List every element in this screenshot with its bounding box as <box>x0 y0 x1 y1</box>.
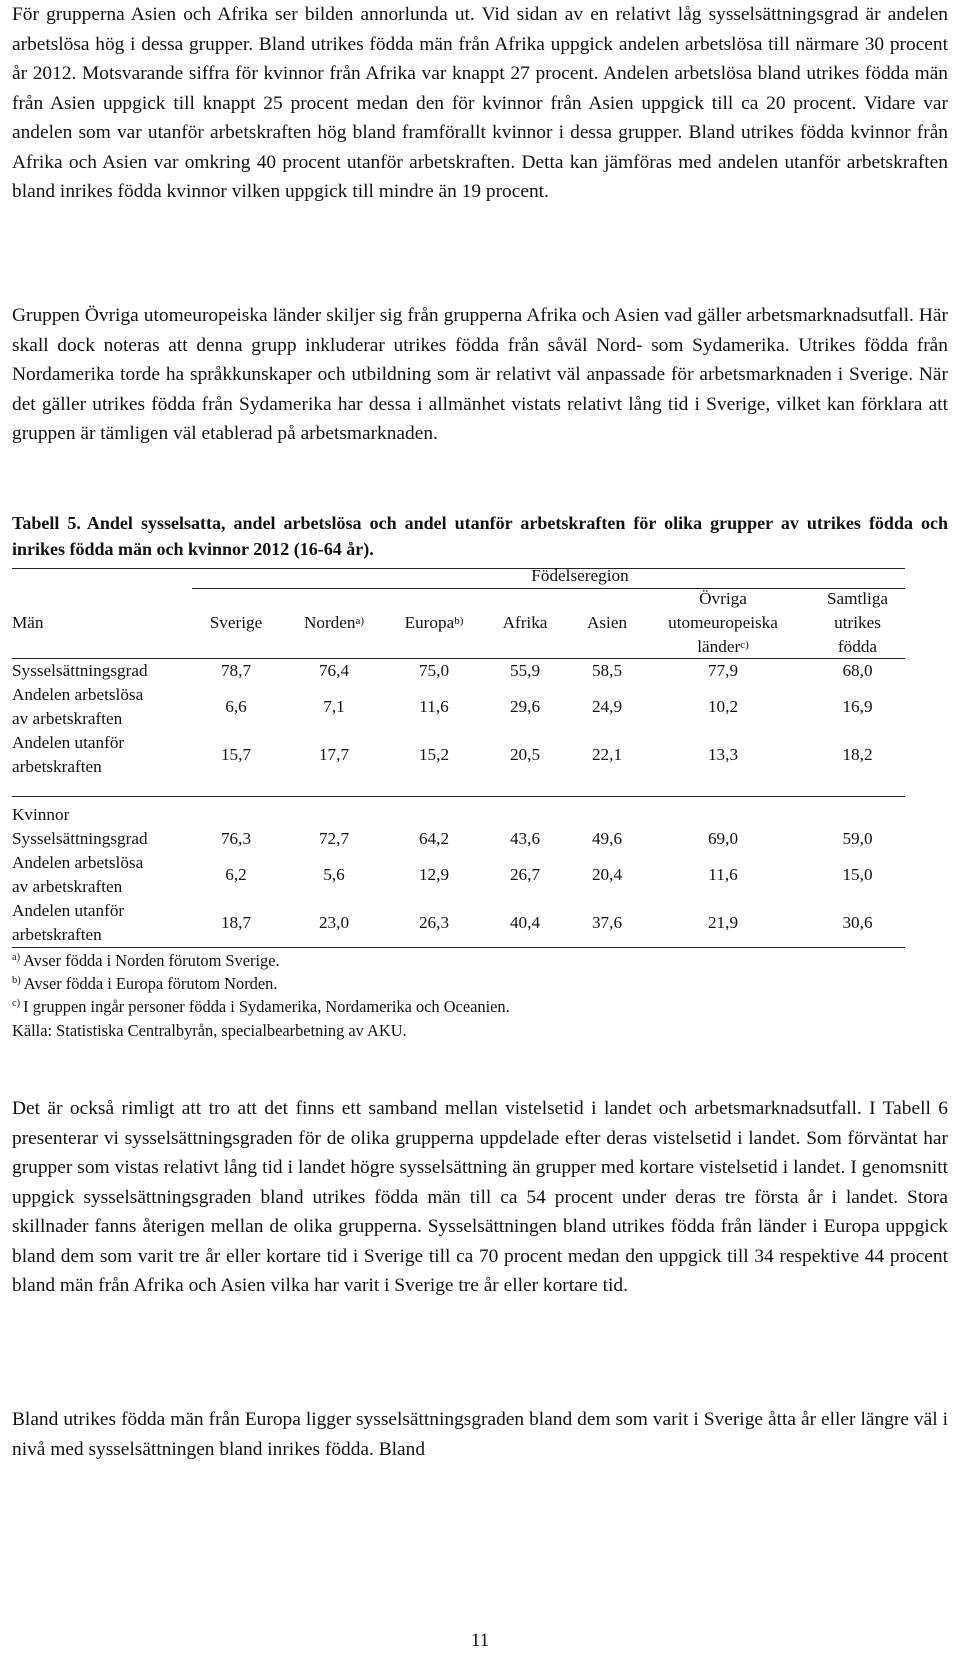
table-cell: 78,7 <box>220 661 252 680</box>
row-label-men-outside-2: arbetskraften <box>12 757 102 776</box>
table-cell: 13,3 <box>707 745 739 764</box>
col-samtliga-line2: utrikes <box>834 613 881 632</box>
row-label-women-unemployment-1: Andelen arbetslösa <box>12 853 144 872</box>
table-cell: 15,7 <box>220 745 252 764</box>
table-cell: 26,7 <box>509 865 541 884</box>
women-label: Kvinnor <box>12 805 70 824</box>
col-afrika: Afrika <box>502 613 548 632</box>
col-sverige: Sverige <box>209 613 263 632</box>
table-cell: 26,3 <box>418 913 450 932</box>
page-number: 11 <box>470 1630 490 1651</box>
col-europa: Europa$^{b)}$ <box>404 613 464 632</box>
table-caption-text: Andel sysselsatta, andel arbetslösa och andel utanför arbetskraften för olika grupper av utrikes födda och inrikes födda män och kvinnor 2012 (16-64 år). <box>12 513 948 559</box>
table-cell: 43,6 <box>509 829 541 848</box>
table-cell: 20,5 <box>509 745 541 764</box>
header-bottom-rule <box>12 658 905 659</box>
table-cell: 18,7 <box>220 913 252 932</box>
table-cell: 68,0 <box>842 661 873 680</box>
table-cell: 15,0 <box>842 865 873 884</box>
table-cell: 29,6 <box>509 697 541 716</box>
table-cell: 49,6 <box>591 829 623 848</box>
men-label: Män <box>12 613 44 632</box>
table-cell: 55,9 <box>509 661 541 680</box>
table-cell: 17,7 <box>318 745 350 764</box>
table-cell: 30,6 <box>842 913 873 932</box>
table-cell: 77,9 <box>707 661 739 680</box>
group-header-rule <box>192 588 905 589</box>
body-paragraph-3: Det är också rimligt att tro att det finns ett samband mellan vistelsetid i landet och arbetsmarknadsutfall. I Tabell 6 presenterar vi sysselsättningsgraden för de olika grupperna uppdelade efter deras vistelsetid i landet. Som förväntat har grupper som vistas relativt lång tid i landet högre sysselsättning än grupper med kortare vistelsetid i landet. I genomsnitt uppgick sysselsättningsgraden bland utrikes födda män till ca 54 procent under deras tre första år i landet. Stora skillnader fanns återigen mellan de olika grupperna. Sysselsättningen bland utrikes födda från länder i Europa uppgick bland dem som varit tre år eller kortare tid i Sverige till ca 70 procent medan den uppgick till 34 respektive 44 procent bland män från Afrika och Asien vilka har varit i Sverige tre år eller kortare tid. <box>12 1098 948 1296</box>
col-samtliga-line3: födda <box>837 637 878 656</box>
row-label-women-unemployment-2: av arbetskraften <box>12 877 123 896</box>
table-cell: 16,9 <box>842 697 873 716</box>
section-rule <box>12 796 905 797</box>
table-cell: 40,4 <box>509 913 541 932</box>
row-label-men-outside-1: Andelen utanför <box>12 733 125 752</box>
table-cell: 76,4 <box>318 661 350 680</box>
table-cell: 64,2 <box>418 829 450 848</box>
row-label-men-employment: Sysselsättningsgrad <box>12 661 148 680</box>
col-asien: Asien <box>586 613 628 632</box>
table-cell: 75,0 <box>418 661 450 680</box>
col-norden: Norden$^{a)}$ <box>303 613 365 632</box>
table-cell: 37,6 <box>591 913 623 932</box>
table-caption-lead: Tabell 5. <box>12 513 81 533</box>
table-cell: 12,9 <box>418 865 450 884</box>
table-cell: 6,6 <box>225 697 247 716</box>
table-cell: 23,0 <box>318 913 350 932</box>
table-cell: 5,6 <box>323 865 345 884</box>
table-caption <box>12 510 948 562</box>
footnote-c: $^{c)}$ I gruppen ingår personer födda i Sydamerika, Nordamerika och Oceanien. <box>12 997 510 1016</box>
row-label-women-employment: Sysselsättningsgrad <box>12 829 148 848</box>
col-samtliga-line1: Samtliga <box>826 589 889 608</box>
table-cell: 7,1 <box>323 697 345 716</box>
table-cell: 15,2 <box>418 745 450 764</box>
body-paragraph-1: För grupperna Asien och Afrika ser bilden annorlunda ut. Vid sidan av en relativt låg sysselsättningsgrad är andelen arbetslösa hög i dessa grupper. Bland utrikes födda män från Afrika uppgick andelen arbetslösa till närmare 30 procent år 2012. Motsvarande siffra för kvinnor från Afrika var knappt 27 procent. Andelen arbetslösa bland utrikes födda män från Asien uppgick till knappt 25 procent medan den för kvinnor från Asien uppgick till ca 20 procent. Vidare var andelen som var utanför arbetskraften hög bland framförallt kvinnor i dessa grupper. Bland utrikes födda kvinnor från Afrika och Asien var omkring 40 procent utanför arbetskraften. Detta kan jämföras med andelen utanför arbetskraften bland inrikes födda kvinnor vilken uppgick till mindre än 19 procent. <box>12 4 948 202</box>
table-cell: 76,3 <box>220 829 252 848</box>
table-cell: 11,6 <box>708 865 738 884</box>
group-header: Födelseregion <box>531 566 629 585</box>
source-note: Källa: Statistiska Centralbyrån, specialbearbetning av AKU. <box>12 1021 407 1040</box>
table-cell: 58,5 <box>591 661 623 680</box>
table-cell: 21,9 <box>707 913 739 932</box>
footnote-b: $^{b)}$ Avser födda i Europa förutom Norden. <box>12 974 278 993</box>
row-label-women-outside-2: arbetskraften <box>12 925 102 944</box>
table-cell: 10,2 <box>707 697 739 716</box>
table-cell: 11,6 <box>419 697 449 716</box>
table-cell: 72,7 <box>318 829 350 848</box>
table-cell: 22,1 <box>591 745 623 764</box>
table-cell: 18,2 <box>842 745 873 764</box>
table-cell: 6,2 <box>225 865 247 884</box>
row-label-men-unemployment-1: Andelen arbetslösa <box>12 685 144 704</box>
table-cell: 59,0 <box>842 829 873 848</box>
table-top-rule <box>12 568 905 569</box>
row-label-men-unemployment-2: av arbetskraften <box>12 709 123 728</box>
footnote-a: $^{a)}$ Avser födda i Norden förutom Sverige. <box>12 951 280 970</box>
row-label-women-outside-1: Andelen utanför <box>12 901 125 920</box>
table-bottom-rule <box>12 947 905 948</box>
col-ovriga-line1: Övriga <box>699 589 747 608</box>
table-cell: 24,9 <box>591 697 623 716</box>
table-cell: 20,4 <box>591 865 623 884</box>
body-paragraph-2: Gruppen Övriga utomeuropeiska länder skiljer sig från grupperna Afrika och Asien vad gäller arbetsmarknadsutfall. Här skall dock noteras att denna grupp inkluderar utrikes födda från såväl Nord- som Sydamerika. Utrikes födda från Nordamerika torde ha språkkunskaper och utbildning som är relativt väl anpassade för arbetsmarknaden i Sverige. När det gäller utrikes födda från Sydamerika har dessa i allmänhet vistats relativt lång tid i Sverige, vilket kan förklara att gruppen är tämligen väl etablerad på arbetsmarknaden. <box>12 305 948 444</box>
table-cell: 69,0 <box>707 829 739 848</box>
col-ovriga-line2: utomeuropeiska <box>668 613 778 632</box>
body-paragraph-4: Bland utrikes födda män från Europa ligger sysselsättningsgraden bland dem som varit i Sverige åtta år eller längre väl i nivå med sysselsättningen bland inrikes födda. Bland <box>12 1409 948 1460</box>
col-ovriga-line3: länder$^{c)}$ <box>697 637 749 656</box>
